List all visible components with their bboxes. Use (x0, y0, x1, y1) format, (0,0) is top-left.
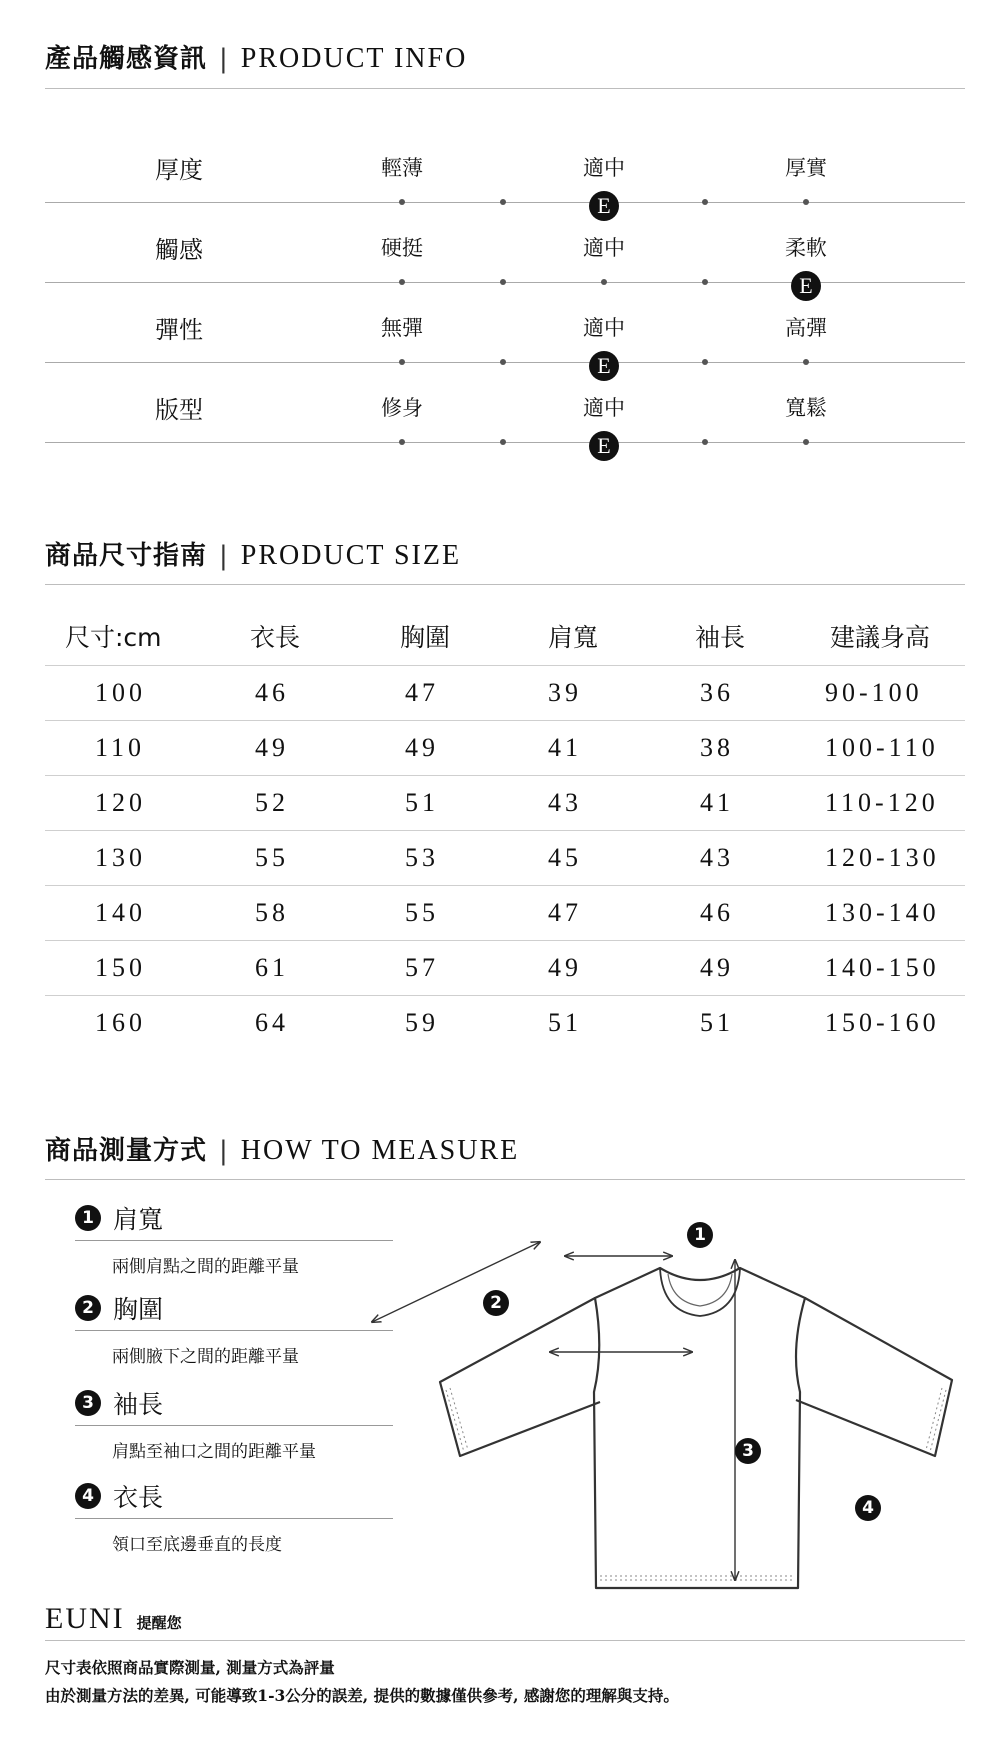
title-separator: | (219, 44, 229, 74)
size-table-cell: 53 (405, 843, 439, 872)
size-table-cell: 57 (405, 953, 439, 982)
size-title-zh: 商品尺寸指南 (45, 541, 208, 571)
info-option-label: 硬挺 (381, 236, 423, 260)
brand-logo: EUNI (45, 1602, 125, 1635)
size-table-cell: 41 (548, 733, 582, 762)
size-table-cell: 45 (548, 843, 582, 872)
size-table-header: 胸圍 (400, 623, 451, 652)
size-table-cell: 39 (548, 678, 582, 707)
info-row-label: 彈性 (155, 316, 203, 344)
info-scale-dot (803, 439, 809, 445)
info-option-label: 適中 (583, 316, 625, 340)
info-option-label: 寬鬆 (785, 396, 827, 420)
info-scale-dot (500, 199, 506, 205)
size-table-cell: 90-100 (825, 678, 923, 707)
size-table-cell: 46 (700, 898, 734, 927)
info-scale-dot (399, 199, 405, 205)
info-scale-dot (601, 279, 607, 285)
measure-number-badge: 4 (75, 1483, 101, 1509)
info-scale-dot (500, 279, 506, 285)
shirt-left-sleeve (440, 1298, 600, 1456)
info-option-label: 柔軟 (785, 236, 827, 260)
diagram-number-badge: 2 (483, 1290, 509, 1316)
size-table-cell: 43 (548, 788, 582, 817)
size-table-cell: 58 (255, 898, 289, 927)
size-table-cell: 140 (95, 898, 146, 927)
measure-item-rule (75, 1240, 393, 1241)
size-table-header: 肩寬 (548, 623, 599, 652)
measure-item-name: 胸圍 (113, 1295, 164, 1324)
diagram-number-badge: 1 (687, 1222, 713, 1248)
info-title-zh: 產品觸感資訊 (45, 44, 208, 74)
size-table-cell: 64 (255, 1008, 289, 1037)
info-level-marker: E (791, 271, 821, 301)
divider (45, 88, 965, 89)
size-table-header: 建議身高 (830, 623, 931, 652)
measure-item-desc: 兩側腋下之間的距離平量 (112, 1347, 299, 1367)
size-table-header: 尺寸:cm (65, 623, 162, 652)
size-table-cell: 130-140 (825, 898, 940, 927)
size-table-cell: 61 (255, 953, 289, 982)
size-table-cell: 150 (95, 953, 146, 982)
info-option-label: 無彈 (381, 316, 423, 340)
size-table-cell: 51 (405, 788, 439, 817)
measure-title-en: HOW TO MEASURE (240, 1135, 520, 1166)
size-table-cell: 49 (405, 733, 439, 762)
size-table-cell: 38 (700, 733, 734, 762)
size-table-cell: 51 (548, 1008, 582, 1037)
reminder-line-2: 由於測量方法的差異, 可能導致1-3公分的誤差, 提供的數據僅供參考, 感謝您的理解與支持。 (45, 1686, 679, 1705)
size-table-cell: 100-110 (825, 733, 939, 762)
measure-title-zh: 商品測量方式 (45, 1136, 208, 1166)
info-scale-dot (803, 359, 809, 365)
divider (45, 584, 965, 585)
info-row-label: 厚度 (155, 156, 203, 184)
size-table-rule (45, 995, 965, 996)
info-title-en: PRODUCT INFO (240, 43, 468, 74)
info-option-label: 修身 (381, 396, 423, 420)
measure-number-badge: 1 (75, 1205, 101, 1231)
reminder-label: 提醒您 (136, 1614, 182, 1632)
size-section-title (45, 535, 461, 572)
measure-item-name: 衣長 (113, 1483, 164, 1512)
info-option-label: 適中 (583, 236, 625, 260)
size-table-header: 袖長 (695, 623, 746, 652)
measure-item-title (75, 1478, 163, 1514)
measure-item-title (75, 1200, 163, 1236)
diagram-number-badge: 3 (735, 1438, 761, 1464)
size-table-cell: 47 (548, 898, 582, 927)
info-option-label: 適中 (583, 396, 625, 420)
measure-item-desc: 領口至底邊垂直的長度 (112, 1535, 282, 1555)
info-scale-dot (702, 439, 708, 445)
size-table-header: 衣長 (250, 623, 301, 652)
divider (45, 1179, 965, 1180)
size-table-rule (45, 665, 965, 666)
info-scale-dot (803, 199, 809, 205)
info-scale-dot (399, 359, 405, 365)
size-title-en: PRODUCT SIZE (240, 540, 462, 571)
measure-item-name: 肩寬 (113, 1205, 164, 1234)
size-table-cell: 55 (255, 843, 289, 872)
info-scale-dot (500, 359, 506, 365)
size-table-cell: 59 (405, 1008, 439, 1037)
size-table-cell: 130 (95, 843, 146, 872)
measure-item-rule (75, 1330, 393, 1331)
size-table-cell: 43 (700, 843, 734, 872)
reminder-header (45, 1602, 182, 1636)
measure-item-rule (75, 1425, 393, 1426)
info-level-marker: E (589, 191, 619, 221)
size-table-cell: 140-150 (825, 953, 940, 982)
info-option-label: 輕薄 (381, 156, 423, 180)
measure-item-desc: 兩側肩點之間的距離平量 (112, 1257, 299, 1277)
size-table-cell: 100 (95, 678, 146, 707)
size-table-rule (45, 940, 965, 941)
info-option-label: 厚實 (785, 156, 827, 180)
divider (45, 1640, 965, 1641)
info-row-label: 版型 (155, 396, 203, 424)
reminder-line-1: 尺寸表依照商品實際測量, 測量方式為評量 (45, 1658, 335, 1677)
shirt-measure-diagram: 1 (400, 1220, 980, 1600)
info-section-title (45, 38, 467, 75)
measure-section-title (45, 1130, 519, 1167)
size-table-cell: 36 (700, 678, 734, 707)
measure-item-name: 袖長 (113, 1390, 164, 1419)
info-scale-dot (702, 199, 708, 205)
info-scale-dot (702, 359, 708, 365)
info-scale-dot (702, 279, 708, 285)
measure-item-desc: 肩點至袖口之間的距離平量 (112, 1442, 316, 1462)
size-table-cell: 120-130 (825, 843, 940, 872)
info-option-label: 適中 (583, 156, 625, 180)
measure-item-rule (75, 1518, 393, 1519)
sleeve-arrow (372, 1242, 540, 1322)
size-table-cell: 120 (95, 788, 146, 817)
size-table-cell: 110 (95, 733, 146, 762)
size-table-cell: 47 (405, 678, 439, 707)
measure-item-title (75, 1385, 163, 1421)
size-table-rule (45, 720, 965, 721)
title-separator: | (219, 541, 229, 571)
size-table-cell: 49 (548, 953, 582, 982)
info-level-marker: E (589, 351, 619, 381)
size-table-cell: 160 (95, 1008, 146, 1037)
size-table-rule (45, 885, 965, 886)
measure-item-title (75, 1290, 163, 1326)
info-scale-dot (399, 439, 405, 445)
shirt-right-sleeve (796, 1298, 952, 1456)
info-option-label: 高彈 (785, 316, 827, 340)
size-table-cell: 49 (255, 733, 289, 762)
title-separator: | (219, 1136, 229, 1166)
size-table-cell: 46 (255, 678, 289, 707)
size-table-rule (45, 775, 965, 776)
size-table-cell: 110-120 (825, 788, 939, 817)
diagram-number-badge: 4 (855, 1495, 881, 1521)
measure-number-badge: 2 (75, 1295, 101, 1321)
size-table-rule (45, 830, 965, 831)
measure-number-badge: 3 (75, 1390, 101, 1416)
size-table-cell: 52 (255, 788, 289, 817)
size-table-cell: 51 (700, 1008, 734, 1037)
size-table-cell: 49 (700, 953, 734, 982)
size-table-cell: 150-160 (825, 1008, 940, 1037)
info-scale-dot (500, 439, 506, 445)
info-scale-dot (399, 279, 405, 285)
size-table-cell: 55 (405, 898, 439, 927)
size-table-cell: 41 (700, 788, 734, 817)
info-row-label: 觸感 (155, 236, 203, 264)
info-level-marker: E (589, 431, 619, 461)
